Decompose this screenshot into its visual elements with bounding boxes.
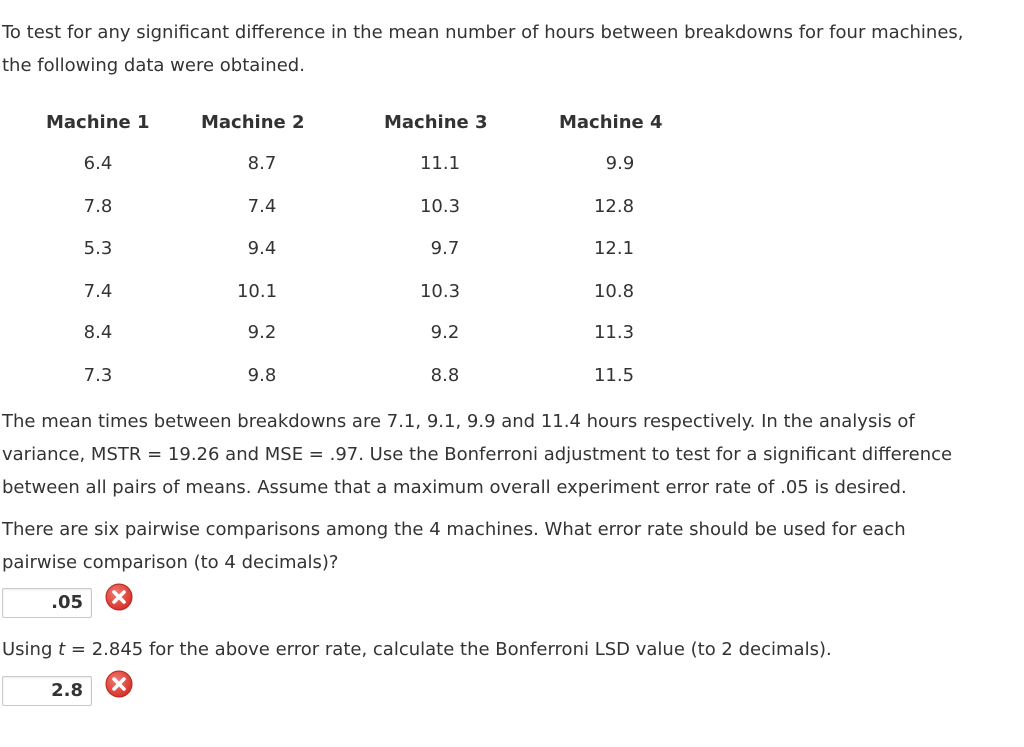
description-text — [2, 405, 952, 504]
table-cell: 9.2 — [430, 322, 460, 343]
error-rate-answer-input[interactable]: .05 — [2, 588, 92, 618]
table-cell: 7.3 — [83, 365, 113, 386]
table-cell: 11.1 — [419, 153, 461, 174]
question-2-variable: t — [58, 639, 66, 660]
table-cell: 7.4 — [247, 196, 277, 217]
header-machine-2: Machine 2 — [201, 112, 305, 133]
table-cell: 10.3 — [419, 196, 461, 217]
question-lsd — [2, 633, 832, 666]
table-cell: 10.8 — [593, 281, 635, 302]
table-cell: 8.7 — [247, 153, 277, 174]
incorrect-x-icon — [104, 669, 134, 699]
table-cell: 9.7 — [430, 238, 460, 259]
table-cell: 6.4 — [83, 153, 113, 174]
table-cell: 7.8 — [83, 196, 113, 217]
table-cell: 10.3 — [419, 281, 461, 302]
table-cell: 5.3 — [83, 238, 113, 259]
question-2-suffix: = 2.845 for the above error rate, calculate the Bonferroni LSD value (to 2 decimals). — [65, 639, 832, 660]
description-line-2: variance, MSTR = 19.26 and MSE = .97. Use the Bonferroni adjustment to test for a significant difference — [2, 444, 953, 465]
intro-line-1: To test for any significant difference in the mean number of hours between breakdowns for four machines, — [2, 22, 964, 43]
table-cell: 12.8 — [593, 196, 635, 217]
table-cell: 11.3 — [593, 322, 635, 343]
table-cell: 9.8 — [247, 365, 277, 386]
table-cell: 9.4 — [247, 238, 277, 259]
question-2-prefix: Using — [2, 639, 59, 660]
header-machine-1: Machine 1 — [46, 112, 150, 133]
table-cell: 12.1 — [593, 238, 635, 259]
table-cell: 11.5 — [593, 365, 635, 386]
description-line-3: between all pairs of means. Assume that a maximum overall experiment error rate of .05 is desired. — [2, 477, 907, 498]
table-cell: 7.4 — [83, 281, 113, 302]
question-error-rate — [2, 513, 906, 579]
table-cell: 10.1 — [236, 281, 278, 302]
table-cell: 9.2 — [247, 322, 277, 343]
intro-text — [2, 16, 964, 82]
header-machine-3: Machine 3 — [384, 112, 488, 133]
incorrect-x-icon — [104, 582, 134, 612]
question-1-line-1: There are six pairwise comparisons among the 4 machines. What error rate should be used for each — [2, 519, 906, 540]
intro-line-2: the following data were obtained. — [2, 55, 305, 76]
lsd-answer-input[interactable]: 2.8 — [2, 676, 92, 706]
table-cell: 8.4 — [83, 322, 113, 343]
table-cell: 9.9 — [605, 153, 635, 174]
question-1-line-2: pairwise comparison (to 4 decimals)? — [2, 552, 339, 573]
table-cell: 8.8 — [430, 365, 460, 386]
header-machine-4: Machine 4 — [559, 112, 663, 133]
description-line-1: The mean times between breakdowns are 7.1, 9.1, 9.9 and 11.4 hours respectively. In the analysis of — [2, 411, 915, 432]
